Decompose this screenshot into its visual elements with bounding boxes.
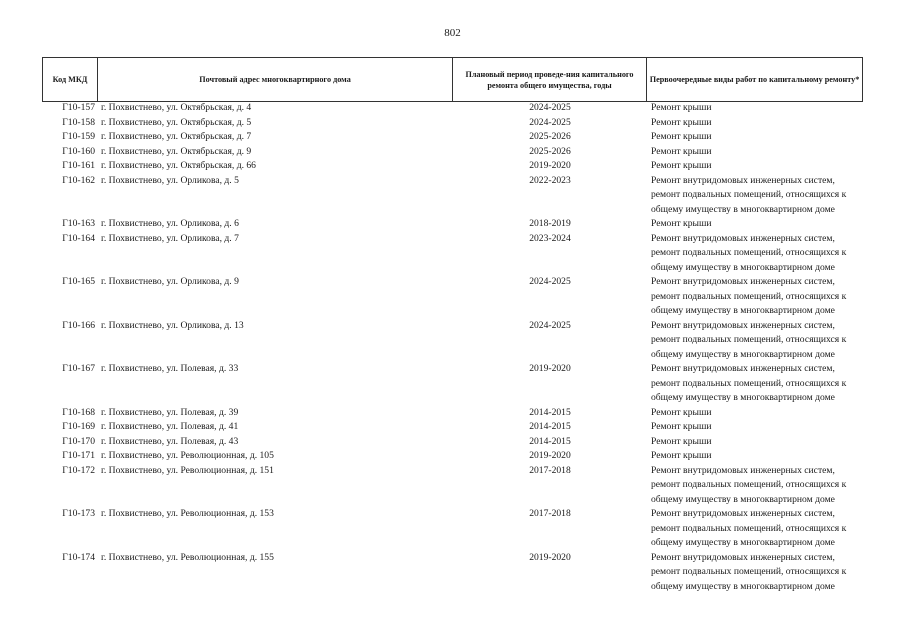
row-works: Ремонт крыши: [651, 450, 712, 461]
table-row: [42, 232, 863, 276]
row-address: г. Похвистнево, ул. Полевая, д. 43: [101, 435, 239, 447]
row-code: Г10-170: [62, 435, 95, 447]
row-works: Ремонт внутридомовых инженерных систем, ремонт подвальных помещений, относящихся к общему имуществу в многоквартирном доме: [651, 363, 847, 403]
row-address: г. Похвистнево, ул. Полевая, д. 33: [101, 363, 239, 374]
table-row: [42, 116, 863, 131]
row-address: г. Похвистнево, ул. Орликова, д. 5: [101, 174, 239, 186]
page-number: 802: [444, 27, 461, 39]
row-address: г. Похвистнево, ул. Октябрьская, д. 66: [101, 160, 256, 171]
row-address: г. Похвистнево, ул. Октябрьская, д. 9: [101, 145, 252, 157]
row-code: Г10-167: [62, 363, 95, 374]
table-row: [42, 362, 863, 406]
row-period: 2019-2020: [529, 363, 571, 374]
row-code: Г10-162: [62, 174, 95, 186]
row-code: Г10-160: [62, 145, 95, 157]
header-works: Первоочередные виды работ по капитальному ремонту*: [647, 58, 863, 101]
row-works: Ремонт крыши: [651, 160, 712, 171]
row-period: 2022-2023: [529, 174, 571, 186]
row-code: Г10-157: [62, 102, 95, 113]
row-code: Г10-174: [62, 551, 95, 563]
row-code: Г10-171: [62, 450, 95, 461]
row-address: г. Похвистнево, ул. Революционная, д. 105: [101, 450, 274, 461]
row-period: 2017-2018: [529, 508, 571, 519]
table-row: [42, 101, 863, 116]
row-address: г. Похвистнево, ул. Революционная, д. 155: [101, 551, 274, 563]
row-code: Г10-169: [62, 421, 95, 432]
header-period: Плановый период проведе-ния капитального ремонта общего имущества, годы: [453, 58, 647, 101]
row-period: 2024-2025: [529, 276, 571, 287]
row-period: 2014-2015: [529, 406, 571, 418]
table-row: [42, 551, 863, 595]
row-address: г. Похвистнево, ул. Орликова, д. 13: [101, 319, 244, 331]
row-works: Ремонт внутридомовых инженерных систем, ремонт подвальных помещений, относящихся к общему имуществу в многоквартирном доме: [651, 174, 847, 215]
row-works: Ремонт внутридомовых инженерных систем, ремонт подвальных помещений, относящихся к общему имуществу в многоквартирном доме: [651, 319, 847, 360]
row-code: Г10-163: [62, 218, 95, 229]
row-period: 2014-2015: [529, 435, 571, 447]
row-address: г. Похвистнево, ул. Революционная, д. 153: [101, 508, 274, 519]
table-row: [42, 275, 863, 319]
table-header: [42, 57, 863, 102]
row-address: г. Похвистнево, ул. Октябрьская, д. 4: [101, 102, 252, 113]
row-code: Г10-158: [62, 116, 95, 128]
row-code: Г10-168: [62, 406, 95, 418]
row-works: Ремонт крыши: [651, 406, 712, 418]
row-address: г. Похвистнево, ул. Октябрьская, д. 7: [101, 131, 252, 142]
row-works: Ремонт внутридомовых инженерных систем, ремонт подвальных помещений, относящихся к общему имуществу в многоквартирном доме: [651, 464, 847, 505]
row-address: г. Похвистнево, ул. Орликова, д. 7: [101, 232, 239, 244]
row-code: Г10-166: [62, 319, 95, 331]
row-address: г. Похвистнево, ул. Октябрьская, д. 5: [101, 116, 252, 128]
table-row: [42, 145, 863, 160]
row-period: 2019-2020: [529, 450, 571, 461]
table-row: [42, 217, 863, 232]
row-works: Ремонт внутридомовых инженерных систем, ремонт подвальных помещений, относящихся к общему имуществу в многоквартирном доме: [651, 276, 847, 316]
table-row: [42, 449, 863, 464]
row-period: 2024-2025: [529, 319, 571, 331]
row-works: Ремонт крыши: [651, 421, 712, 432]
table-row: [42, 159, 863, 174]
row-works: Ремонт крыши: [651, 218, 712, 229]
row-works: Ремонт внутридомовых инженерных систем, ремонт подвальных помещений, относящихся к общему имуществу в многоквартирном доме: [651, 551, 847, 592]
table-row: [42, 435, 863, 450]
table-row: [42, 174, 863, 218]
row-works: Ремонт крыши: [651, 116, 712, 128]
row-works: Ремонт крыши: [651, 131, 712, 142]
row-address: г. Похвистнево, ул. Орликова, д. 9: [101, 276, 239, 287]
table-row: [42, 420, 863, 435]
table-row: [42, 507, 863, 551]
row-period: 2024-2025: [529, 102, 571, 113]
row-address: г. Похвистнево, ул. Полевая, д. 41: [101, 421, 239, 432]
row-code: Г10-159: [62, 131, 95, 142]
row-period: 2014-2015: [529, 421, 571, 432]
row-address: г. Похвистнево, ул. Полевая, д. 39: [101, 406, 239, 418]
row-code: Г10-165: [62, 276, 95, 287]
row-period: 2018-2019: [529, 218, 571, 229]
table-row: [42, 319, 863, 363]
row-works: Ремонт крыши: [651, 435, 712, 447]
table-row: [42, 130, 863, 145]
row-period: 2023-2024: [529, 232, 571, 244]
table-row: [42, 406, 863, 421]
row-works: Ремонт крыши: [651, 102, 712, 113]
row-period: 2019-2020: [529, 160, 571, 171]
row-address: г. Похвистнево, ул. Орликова, д. 6: [101, 218, 239, 229]
row-period: 2019-2020: [529, 551, 571, 563]
header-address: Почтовый адрес многоквартирного дома: [98, 58, 453, 101]
row-address: г. Похвистнево, ул. Революционная, д. 151: [101, 464, 274, 476]
header-code: Код МКД: [42, 58, 98, 101]
row-period: 2024-2025: [529, 116, 571, 128]
table-row: [42, 464, 863, 508]
row-period: 2025-2026: [529, 145, 571, 157]
row-works: Ремонт крыши: [651, 145, 712, 157]
row-period: 2025-2026: [529, 131, 571, 142]
row-code: Г10-161: [62, 160, 95, 171]
row-code: Г10-164: [62, 232, 95, 244]
row-works: Ремонт внутридомовых инженерных систем, ремонт подвальных помещений, относящихся к общему имуществу в многоквартирном доме: [651, 508, 847, 548]
row-period: 2017-2018: [529, 464, 571, 476]
row-works: Ремонт внутридомовых инженерных систем, ремонт подвальных помещений, относящихся к общему имуществу в многоквартирном доме: [651, 232, 847, 273]
table-body: [42, 101, 863, 594]
row-code: Г10-172: [62, 464, 95, 476]
row-code: Г10-173: [62, 508, 95, 519]
